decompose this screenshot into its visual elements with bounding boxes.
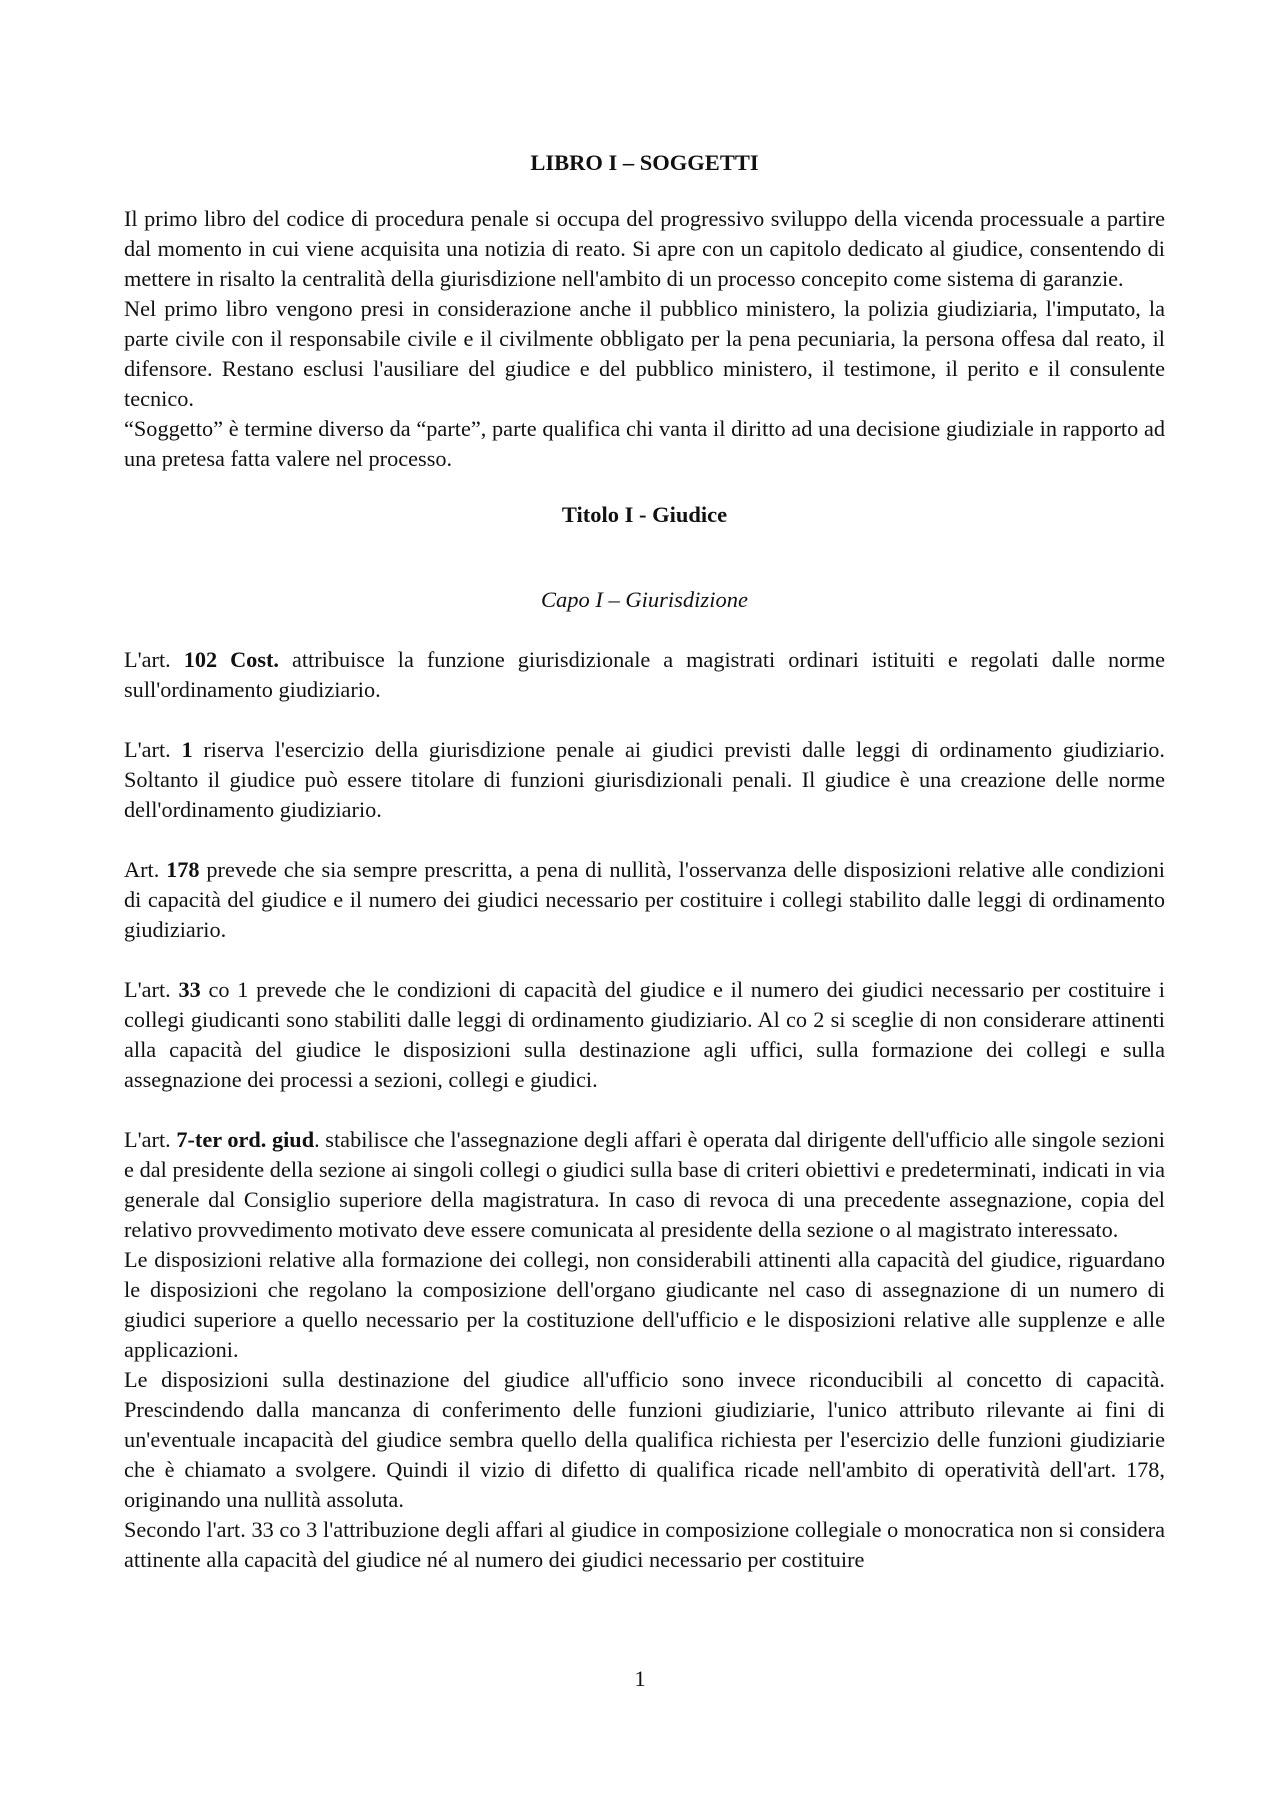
article-text: . stabilisce che l'assegnazione degli affari è operata dal dirigente dell'ufficio alle singole sezioni e dal presidente della sezione ai singoli collegi o giudici sulla base di criteri obiettivi e predeterminati, indicati in via generale dal Consiglio superiore della magistratura. In caso di revoca di una precedente assegnazione, copia del relativo provvedimento motivato deve essere comunicata al presidente della sezione o al magistrato interessato.: [124, 1127, 1166, 1242]
closing-paragraph-2: Le disposizioni sulla destinazione del giudice all'ufficio sono invece riconducibili al concetto di capacità. Prescindendo dalla mancanza di conferimento delle funzioni giudiziarie, l'unico attributo rilevante ai fini di un'eventuale incapacità del giudice sembra quello della qualifica richiesta per l'esercizio delle funzioni giudiziarie che è chiamato a svolgere. Quindi il vizio di difetto di qualifica ricade nell'ambito di operatività dell'art. 178, originando una nullità assoluta.: [124, 1367, 1165, 1512]
article-1-paragraph: [124, 735, 1165, 825]
article-text: riserva l'esercizio della giurisdizione penale ai giudici previsti dalle leggi di ordinamento giudiziario. Soltanto il giudice può essere titolare di funzioni giurisdizionali penali. Il giudice è una creazione delle norme dell'ordinamento giudiziario.: [124, 737, 1165, 822]
libro-title: LIBRO I – SOGGETTI: [530, 150, 759, 175]
article-ref: 33: [178, 977, 201, 1002]
article-102-paragraph: [124, 645, 1165, 705]
page-number: 1: [634, 1666, 646, 1691]
article-178-paragraph: [124, 855, 1165, 945]
article-ref: 1: [181, 737, 193, 762]
intro-paragraph-1: Il primo libro del codice di procedura penale si occupa del progressivo sviluppo della vicenda processuale a partire dal momento in cui viene acquisita una notizia di reato. Si apre con un capitolo dedicato al giudice, consentendo di mettere in risalto la centralità della giurisdizione nell'ambito di un processo concepito come sistema di garanzie.: [124, 206, 1165, 291]
article-text: prevede che sia sempre prescritta, a pena di nullità, l'osservanza delle disposizioni relative alle condizioni di capacità del giudice e il numero dei giudici necessario per costituire i collegi stabilito dalle leggi di ordinamento giudiziario.: [124, 857, 1165, 942]
article-ref: 102 Cost.: [183, 647, 280, 672]
article-33-paragraph: [124, 975, 1165, 1095]
article-prefix: Art.: [124, 857, 167, 882]
article-ref: 7-ter ord. giud: [176, 1127, 315, 1152]
closing-paragraph-1: Le disposizioni relative alla formazione dei collegi, non considerabili attinenti alla capacità del giudice, riguardano le disposizioni che regolano la composizione dell'organo giudicante nel caso di assegnazione di un numero di giudici superiore a quello necessario per la costituzione dell'ufficio e le disposizioni relative alle supplenze e alle applicazioni.: [124, 1247, 1165, 1362]
titolo-heading: Titolo I - Giudice: [561, 502, 728, 527]
intro-paragraph-2: Nel primo libro vengono presi in considerazione anche il pubblico ministero, la polizia giudiziaria, l'imputato, la parte civile con il responsabile civile e il civilmente obbligato per la pena pecuniaria, la persona offesa dal reato, il difensore. Restano esclusi l'ausiliare del giudice e del pubblico ministero, il testimone, il perito e il consulente tecnico.: [124, 296, 1165, 411]
article-ref: 178: [166, 857, 200, 882]
document-page: [124, 148, 1165, 1575]
article-prefix: L'art.: [124, 737, 182, 762]
article-7ter-paragraph: [124, 1125, 1165, 1245]
article-prefix: L'art.: [124, 647, 184, 672]
article-text: attribuisce la funzione giurisdizionale a magistrati ordinari istituiti e regolati dalle norme sull'ordinamento giudiziario.: [124, 647, 1165, 702]
intro-paragraph-3: “Soggetto” è termine diverso da “parte”, parte qualifica chi vanta il diritto ad una decisione giudiziale in rapporto ad una pretesa fatta valere nel processo.: [124, 416, 1165, 471]
article-prefix: L'art.: [124, 977, 179, 1002]
article-prefix: L'art.: [124, 1127, 177, 1152]
article-text: co 1 prevede che le condizioni di capacità del giudice e il numero dei giudici necessario per costituire i collegi giudicanti sono stabiliti dalle leggi di ordinamento giudiziario. Al co 2 si sceglie di non considerare attinenti alla capacità del giudice le disposizioni sulla destinazione agli uffici, sulla formazione dei collegi e sulla assegnazione dei processi a sezioni, collegi e giudici.: [124, 977, 1165, 1092]
capo-heading: Capo I – Giurisdizione: [541, 587, 748, 612]
closing-paragraph-3: Secondo l'art. 33 co 3 l'attribuzione degli affari al giudice in composizione collegiale o monocratica non si considera attinente alla capacità del giudice né al numero dei giudici necessario per costituire: [124, 1517, 1165, 1572]
